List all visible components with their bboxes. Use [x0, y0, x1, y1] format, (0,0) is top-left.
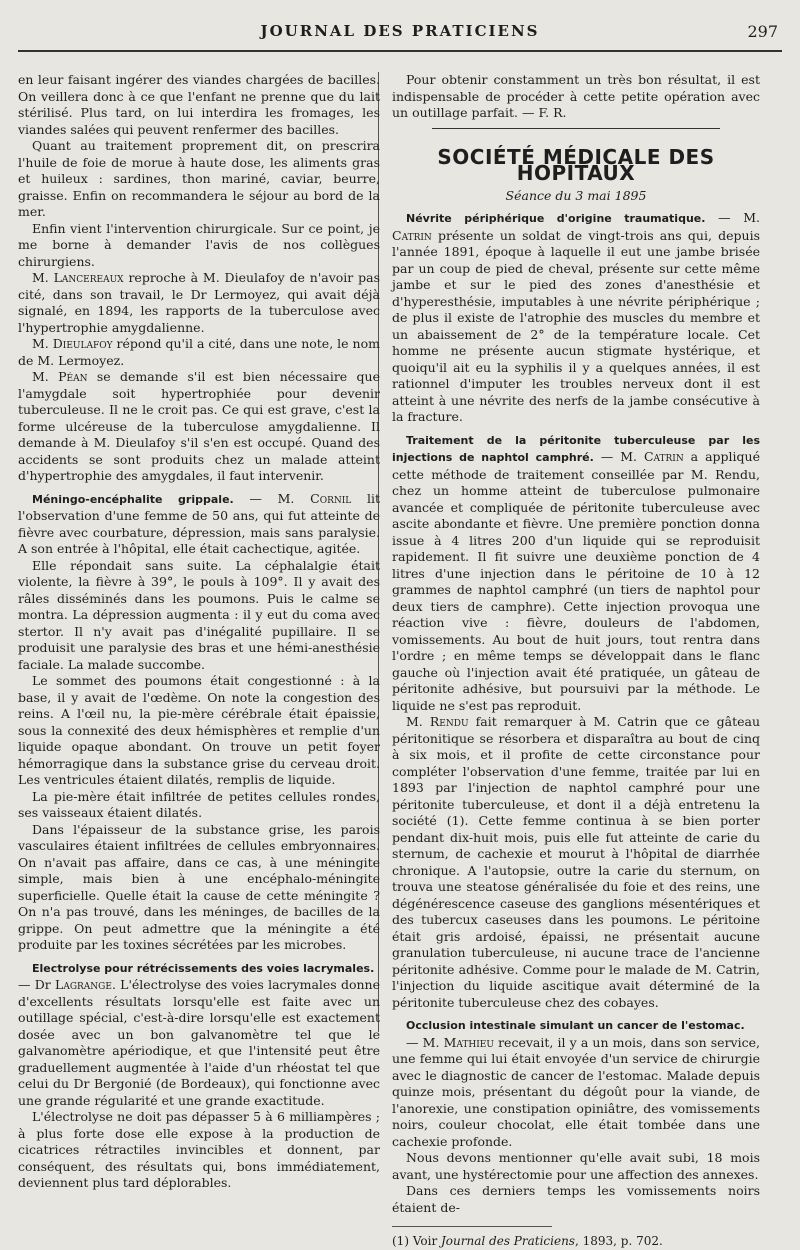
section-paragraph: [392, 210, 760, 426]
section-paragraph: [18, 960, 380, 978]
footnote-rule: [392, 1226, 552, 1227]
paragraph: [18, 336, 380, 369]
speaker-name: Mathieu: [443, 1034, 494, 1050]
paragraph: [18, 369, 380, 485]
footnote-text: (1) Voir: [392, 1234, 441, 1248]
paragraph: Pour obtenir constamment un très bon résultat, il est indispensable de procéder à cette petite opération avec un outillage parfait. — F. R.: [392, 72, 760, 120]
paragraph: L'électrolyse ne doit pas dépasser 5 à 6 milliampères ; à plus forte dose elle expose à la production de cicatrices rétractiles invincibles et donnent, par conséquent, des résultats qui, bons immédiatement, deviennent plus tard déplorables.: [18, 1109, 380, 1190]
speaker-name: Lagrange: [55, 977, 112, 992]
section-heading: Occlusion intestinale simulant un cancer de l'estomac.: [406, 1019, 745, 1032]
paragraph-text: . L'électrolyse des voies lacrymales donne d'excellents résultats lorsqu'elle est faite avec un outillage spécial, c'est-à-dire lorsqu'elle est exactement dosée avec un bon galvanomètre tel que le galvanomètre apériodique, et que l'intensité peut être graduellement augmentée à l'aide d'un rhéostat tel que celui du Dr Bergonié (de Bordeaux), qui fonctionne avec une grande régularité et une grande exactitude.: [18, 977, 380, 1108]
paragraph: [392, 1035, 760, 1151]
society-title: SOCIÉTÉ MÉDICALE DES HOPITAUX: [437, 144, 715, 185]
section-heading: Méningo-encéphalite grippale.: [32, 492, 234, 506]
paragraph: [18, 270, 380, 336]
section-heading: Traitement de la péritonite tuberculeuse par les injections de naphtol camphré.: [392, 433, 760, 464]
paragraph-text: reproche à M. Dieulafoy de n'avoir pas cité, dans son travail, le Dr Lermoyez, qui avait déjà signalé, en 1894, les rapports de la tuberculose avec l'hypertrophie amygdalienne.: [18, 270, 380, 335]
heading-dash: — M.: [705, 210, 760, 225]
page-number: 297: [747, 22, 778, 41]
paragraph-text: lit l'observation d'une femme de 50 ans, qui fut atteinte de fièvre avec courbature, dépression, mais sans paralysie. A son entrée à l'hôpital, elle était cachectique, agitée.: [18, 490, 380, 556]
section-rule: [432, 128, 720, 129]
section-paragraph: [392, 432, 760, 715]
heading-dash: — Dr: [18, 977, 56, 992]
journal-title: JOURNAL DES PRATICIENS: [260, 22, 540, 40]
paragraph-text: présente un soldat de vingt-trois ans qui, depuis l'année 1891, époque à laquelle il eut une jambe brisée par un coup de pied de cheval, présente sur cette même jambe et sur le pied des zones d'anesthésie et d'hyperesthésie, imputables à une névrite périphérique ; de plus il existe de l'atrophie des muscles du membre et un abaissement de 2° de la température locale. Cet homme ne présente aucun stigmate hystérique, et quoiqu'il ait eu la syphilis il y a quelques années, il est rationnel d'imputer les troubles nerveux dont il est atteint à une névrite des nerfs de la jambe consécutive à la fracture.: [392, 227, 760, 424]
paragraph: Elle répondait sans suite. La céphalalgie était violente, la fièvre à 39°, le pouls à 109°. Il y avait des râles disséminés dans les poumons. Puis le calme se montra. La dépression augmenta : il y eut du coma avec stertor. Il n'y avait pas d'inégalité pupillaire. Il se produisit une paralysie des bras et une hémi-anesthésie faciale. La malade succombe.: [18, 557, 380, 672]
right-column: [392, 72, 760, 1250]
heading-dash: — M.: [233, 490, 311, 506]
section-heading: Electrolyse pour rétrécissements des voies lacrymales.: [32, 961, 375, 975]
paragraph-text: fait remarquer à M. Catrin que ce gâteau péritonitique se résorbera et disparaîtra au bout de cinq à six mois, et il profite de cette circonstance pour compléter l'observation d'une femme, traitée par lui en 1893 par l'injection de naphtol camphré pour une péritonite tuberculeuse, et dont il a déjà entretenu la société (1). Cette femme continua à se bien porter pendant dix-huit mois, puis elle fut atteinte de carie du sternum, de cachexie et mourut à l'hôpital de diarrhée chronique. A l'autopsie, outre la carie du sternum, on trouva une steatose généralisée du foie et des reins, une dégénérescence caseuse des ganglions mésentériques et des tubercux caseuses dans les poumons. Le péritoine était gris ardoisé, épaissi, ne présentait aucune granulation tuberculeuse, ni aucune trace de l'ancienne péritonite adhésive. Comme pour le malade de M. Catrin, l'injection du liquide ascitique avait déterminé de la péritonite tuberculeuse chez des cobayes.: [392, 714, 760, 1010]
speaker-name: M. Péan: [32, 369, 88, 384]
footnote-text: , 1893, p. 702.: [574, 1234, 663, 1248]
speaker-name: Catrin: [643, 449, 684, 464]
heading-dash: — M.: [406, 1034, 444, 1050]
paragraph: Quant au traitement proprement dit, on prescrira l'huile de foie de morue à haute dose, les aliments gras et huileux : sardines, thon mariné, caviar, beurre, graisse. Enfin on recommandera le séjour au bord de la mer.: [18, 138, 380, 219]
paragraph: Dans ces derniers temps les vomissements noirs étaient de-: [392, 1183, 760, 1215]
paragraph: en leur faisant ingérer des viandes chargées de bacilles. On veillera donc à ce que l'enfant ne prenne que du lait stérilisé. Plus tard, on lui interdira les fromages, les viandes salées qui peuvent renfermer des bacilles.: [18, 72, 380, 137]
paragraph-text: répond qu'il a cité, dans une note, le nom de M. Lermoyez.: [18, 336, 380, 368]
seance-date: Séance du 3 mai 1895: [505, 187, 647, 203]
section-paragraph: [18, 491, 380, 558]
speaker-name: M. Rendu: [406, 714, 469, 729]
paragraph: Nous devons mentionner qu'elle avait subi, 18 mois avant, une hystérectomie pour une affection des annexes.: [392, 1150, 760, 1182]
heading-dash: — M.: [593, 449, 644, 464]
speaker-name: M. Lancereaux: [32, 270, 124, 285]
paragraph: La pie-mère était infiltrée de petites cellules rondes, ses vaisseaux étaient dilatés.: [18, 788, 380, 820]
paragraph-text: se demande s'il est bien nécessaire que l'amygdale soit hypertrophiée pour devenir tuberculeuse. Il ne le croit pas. Ce qui est grave, c'est la forme ulcéreuse de la tuberculose amygdalienne. Il demande à M. Dieulafoy s'il s'en est occupé. Quand des accidents se sont produits chez un malade atteint d'hypertrophie des amygdales, il faut intervenir.: [18, 369, 380, 483]
paragraph: [18, 977, 380, 1109]
footnote-journal: Journal des Praticiens: [441, 1234, 575, 1248]
paragraph: Enfin vient l'intervention chirurgicale. Sur ce point, je me borne à demander l'avis de nos collègues chirurgiens.: [18, 220, 380, 269]
speaker-name: Cornil: [310, 490, 352, 506]
paragraph-text: a appliqué cette méthode de traitement conseillée par M. Rendu, chez un homme atteint de tuberculose pulmonaire avancée et compliquée de péritonite tuberculeuse avec ascite abondante et fièvre. Une première ponction donna issue à 4 litres 200 d'un liquide qui se reproduisit rapidement. Il fit suivre une deuxième ponction de 4 litres d'une injection dans le péritoine de 10 à 12 grammes de naphtol camphré (un tiers de naphtol pour deux tiers de camphre). Cette injection provoqua une réaction vive : fièvre, douleurs de l'abdomen, vomissements. Au bout de huit jours, tout rentra dans l'ordre ; en même temps se développait dans le flanc gauche où l'injection avait été pratiquée, un gâteau de péritonite adhésive, but poursuivi par la méthode. Le liquide ne s'est pas reproduit.: [392, 449, 760, 713]
section-paragraph: [392, 1017, 760, 1035]
speaker-name: Catrin: [392, 227, 432, 243]
paragraph: Le sommet des poumons était congestionné : à la base, il y avait de l'œdème. On note la congestion des reins. A l'œil nu, la pie-mère cérébrale était épaissie, sous la connexité des deux hémisphères et remplie d'un liquide opaque abondant. On trouve un petit foyer hémorragique dans la substance grise du cerveau droit. Les ventricules étaient dilatés, remplis de liquide.: [18, 673, 380, 787]
speaker-name: M. Dieulafoy: [32, 336, 113, 351]
page-header: [18, 22, 782, 48]
section-heading: Névrite périphérique d'origine traumatique.: [406, 212, 706, 225]
paragraph-text: recevait, il y a un mois, dans son service, une femme qui lui était envoyée d'un service de chirurgie avec le diagnostic de cancer de l'estomac. Malade depuis quinze mois, présentant du dégoût pour la viande, de l'anorexie, une constipation opiniâtre, des vomissements noirs, couleur chocolat, elle était tombée dans une cachexie profonde.: [392, 1034, 760, 1149]
paragraph: Dans l'épaisseur de la substance grise, les parois vasculaires étaient infiltrées de cellules embryonnaires. On n'avait pas affaire, dans ce cas, à une méningite simple, mais bien à une encéphalo-méningite superficielle. Quelle était la cause de cette méningite ? On n'a pas trouvé, dans les méninges, de bacilles de la grippe. On peut admettre que la méningite a été produite par les toxines sécrétées par les microbes.: [18, 821, 380, 952]
paragraph: [392, 714, 760, 1011]
left-column: [18, 72, 380, 1192]
header-rule: [18, 50, 782, 52]
footnote: [392, 1233, 760, 1250]
